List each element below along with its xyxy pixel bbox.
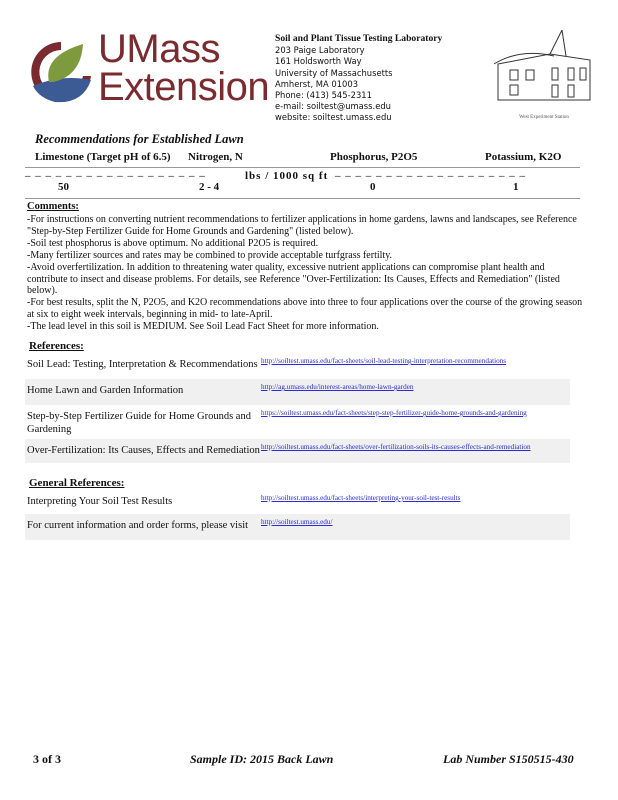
general-reference-row bbox=[25, 514, 570, 540]
reference-name: Home Lawn and Garden Information bbox=[27, 385, 184, 396]
reference-link[interactable]: http://soiltest.umass.edu/fact-sheets/soil-lead-testing-interpretation-recommendations bbox=[261, 357, 507, 365]
page-number: 3 of 3 bbox=[33, 752, 61, 766]
reference-row bbox=[25, 405, 570, 439]
units-label: lbs / 1000 sq ft bbox=[245, 170, 329, 182]
reference-link[interactable]: http://soiltest.umass.edu/fact-sheets/over-fertilization-soils-its-causes-effects-and-remediation bbox=[261, 443, 531, 451]
reference-name: Soil Lead: Testing, Interpretation & Recommendations bbox=[27, 359, 258, 370]
col-phosphorus: Phosphorus, P2O5 bbox=[330, 151, 418, 163]
address-line: 203 Paige Laboratory bbox=[275, 45, 365, 56]
umass-extension-logo-icon bbox=[25, 36, 97, 108]
logo-line-1: UMass bbox=[98, 27, 220, 71]
value-phosphorus: 0 bbox=[370, 181, 376, 193]
address-line: University of Massachusetts bbox=[275, 67, 393, 78]
comment-line: -Many fertilizer sources and rates may be combined to provide acceptable turfgrass fertilty. bbox=[27, 249, 393, 261]
comments-body bbox=[27, 214, 587, 333]
col-limestone: Limestone (Target pH of 6.5) bbox=[35, 151, 171, 163]
value-potassium: 1 bbox=[513, 181, 519, 193]
comment-line: -Avoid overfertilization. In addition to threatening water quality, excessive nutrient applications can compromise plant health and contribute to insect and disease problems. For details, see Reference "Over-Fertilization: Its Causes, Effects and Remediation" (listed below). bbox=[27, 261, 560, 297]
image-caption: West Experiment Station bbox=[519, 115, 569, 120]
lab-number: Lab Number S150515-430 bbox=[443, 752, 574, 766]
value-nitrogen: 2 - 4 bbox=[199, 181, 220, 193]
reference-row bbox=[25, 439, 570, 463]
divider bbox=[25, 198, 580, 199]
lab-address bbox=[275, 33, 442, 124]
building-sketch-icon bbox=[490, 30, 598, 110]
col-potassium: Potassium, K2O bbox=[485, 151, 562, 163]
comment-line: -The lead level in this soil is MEDIUM. See Soil Lead Fact Sheet for more information. bbox=[27, 321, 379, 333]
lab-name: Soil and Plant Tissue Testing Laboratory bbox=[275, 33, 443, 44]
comment-line: -For instructions on converting nutrient recommendations to fertilizer applications in home gardens, lawns and landscapes, see Reference "Step-by-Step Fertilizer Guide for Home Grounds and Gardening" (listed below). bbox=[27, 214, 577, 237]
comments-heading: Comments: bbox=[27, 201, 79, 212]
general-references-heading: General References: bbox=[29, 477, 125, 489]
value-limestone: 50 bbox=[58, 181, 69, 193]
comment-line: -Soil test phosphorus is above optimum. No additional P2O5 is required. bbox=[27, 237, 319, 249]
dash-right: – – – – – – – – – – – – – – – – – – – bbox=[335, 170, 526, 182]
website: website: soiltest.umass.edu bbox=[275, 112, 392, 123]
logo-line-2: Extension bbox=[98, 65, 270, 109]
reference-link[interactable]: http://soiltest.umass.edu/ bbox=[261, 518, 333, 526]
reference-name: Step-by-Step Fertilizer Guide for Home Grounds and Gardening bbox=[27, 411, 251, 435]
reference-link[interactable]: http://soiltest.umass.edu/fact-sheets/interpreting-your-soil-test-results bbox=[261, 494, 461, 502]
reference-link[interactable]: https://soiltest.umass.edu/fact-sheets/step-step-fertilizer-guide-home-grounds-and-gardening bbox=[261, 409, 527, 417]
reference-row bbox=[25, 353, 570, 379]
reference-name: For current information and order forms, please visit bbox=[27, 520, 249, 531]
reference-name: Interpreting Your Soil Test Results bbox=[27, 496, 173, 507]
divider bbox=[25, 167, 580, 168]
recommendations-title: Recommendations for Established Lawn bbox=[35, 132, 244, 146]
phone: Phone: (413) 545-2311 bbox=[275, 90, 372, 101]
comment-line: -For best results, split the N, P2O5, and K2O recommendations above into three to four applications over the course of the growing season at six to eight week intervals, beginning in mid- to late-April. bbox=[27, 297, 583, 321]
address-line: 161 Holdsworth Way bbox=[275, 56, 362, 67]
dash-left: – – – – – – – – – – – – – – – – – – bbox=[25, 170, 206, 182]
reference-link[interactable]: http://ag.umass.edu/interest-areas/home-lawn-garden bbox=[261, 383, 414, 391]
reference-name: Over-Fertilization: Its Causes, Effects and Remediation bbox=[27, 445, 260, 456]
sample-id: Sample ID: 2015 Back Lawn bbox=[190, 752, 334, 766]
address-line: Amherst, MA 01003 bbox=[275, 78, 359, 89]
west-experiment-station-image bbox=[490, 30, 598, 118]
references-heading: References: bbox=[29, 340, 84, 352]
email: e-mail: soiltest@umass.edu bbox=[275, 101, 391, 112]
reference-row bbox=[25, 379, 570, 405]
col-nitrogen: Nitrogen, N bbox=[188, 151, 243, 163]
logo-text bbox=[98, 27, 270, 109]
general-reference-row bbox=[25, 490, 570, 514]
